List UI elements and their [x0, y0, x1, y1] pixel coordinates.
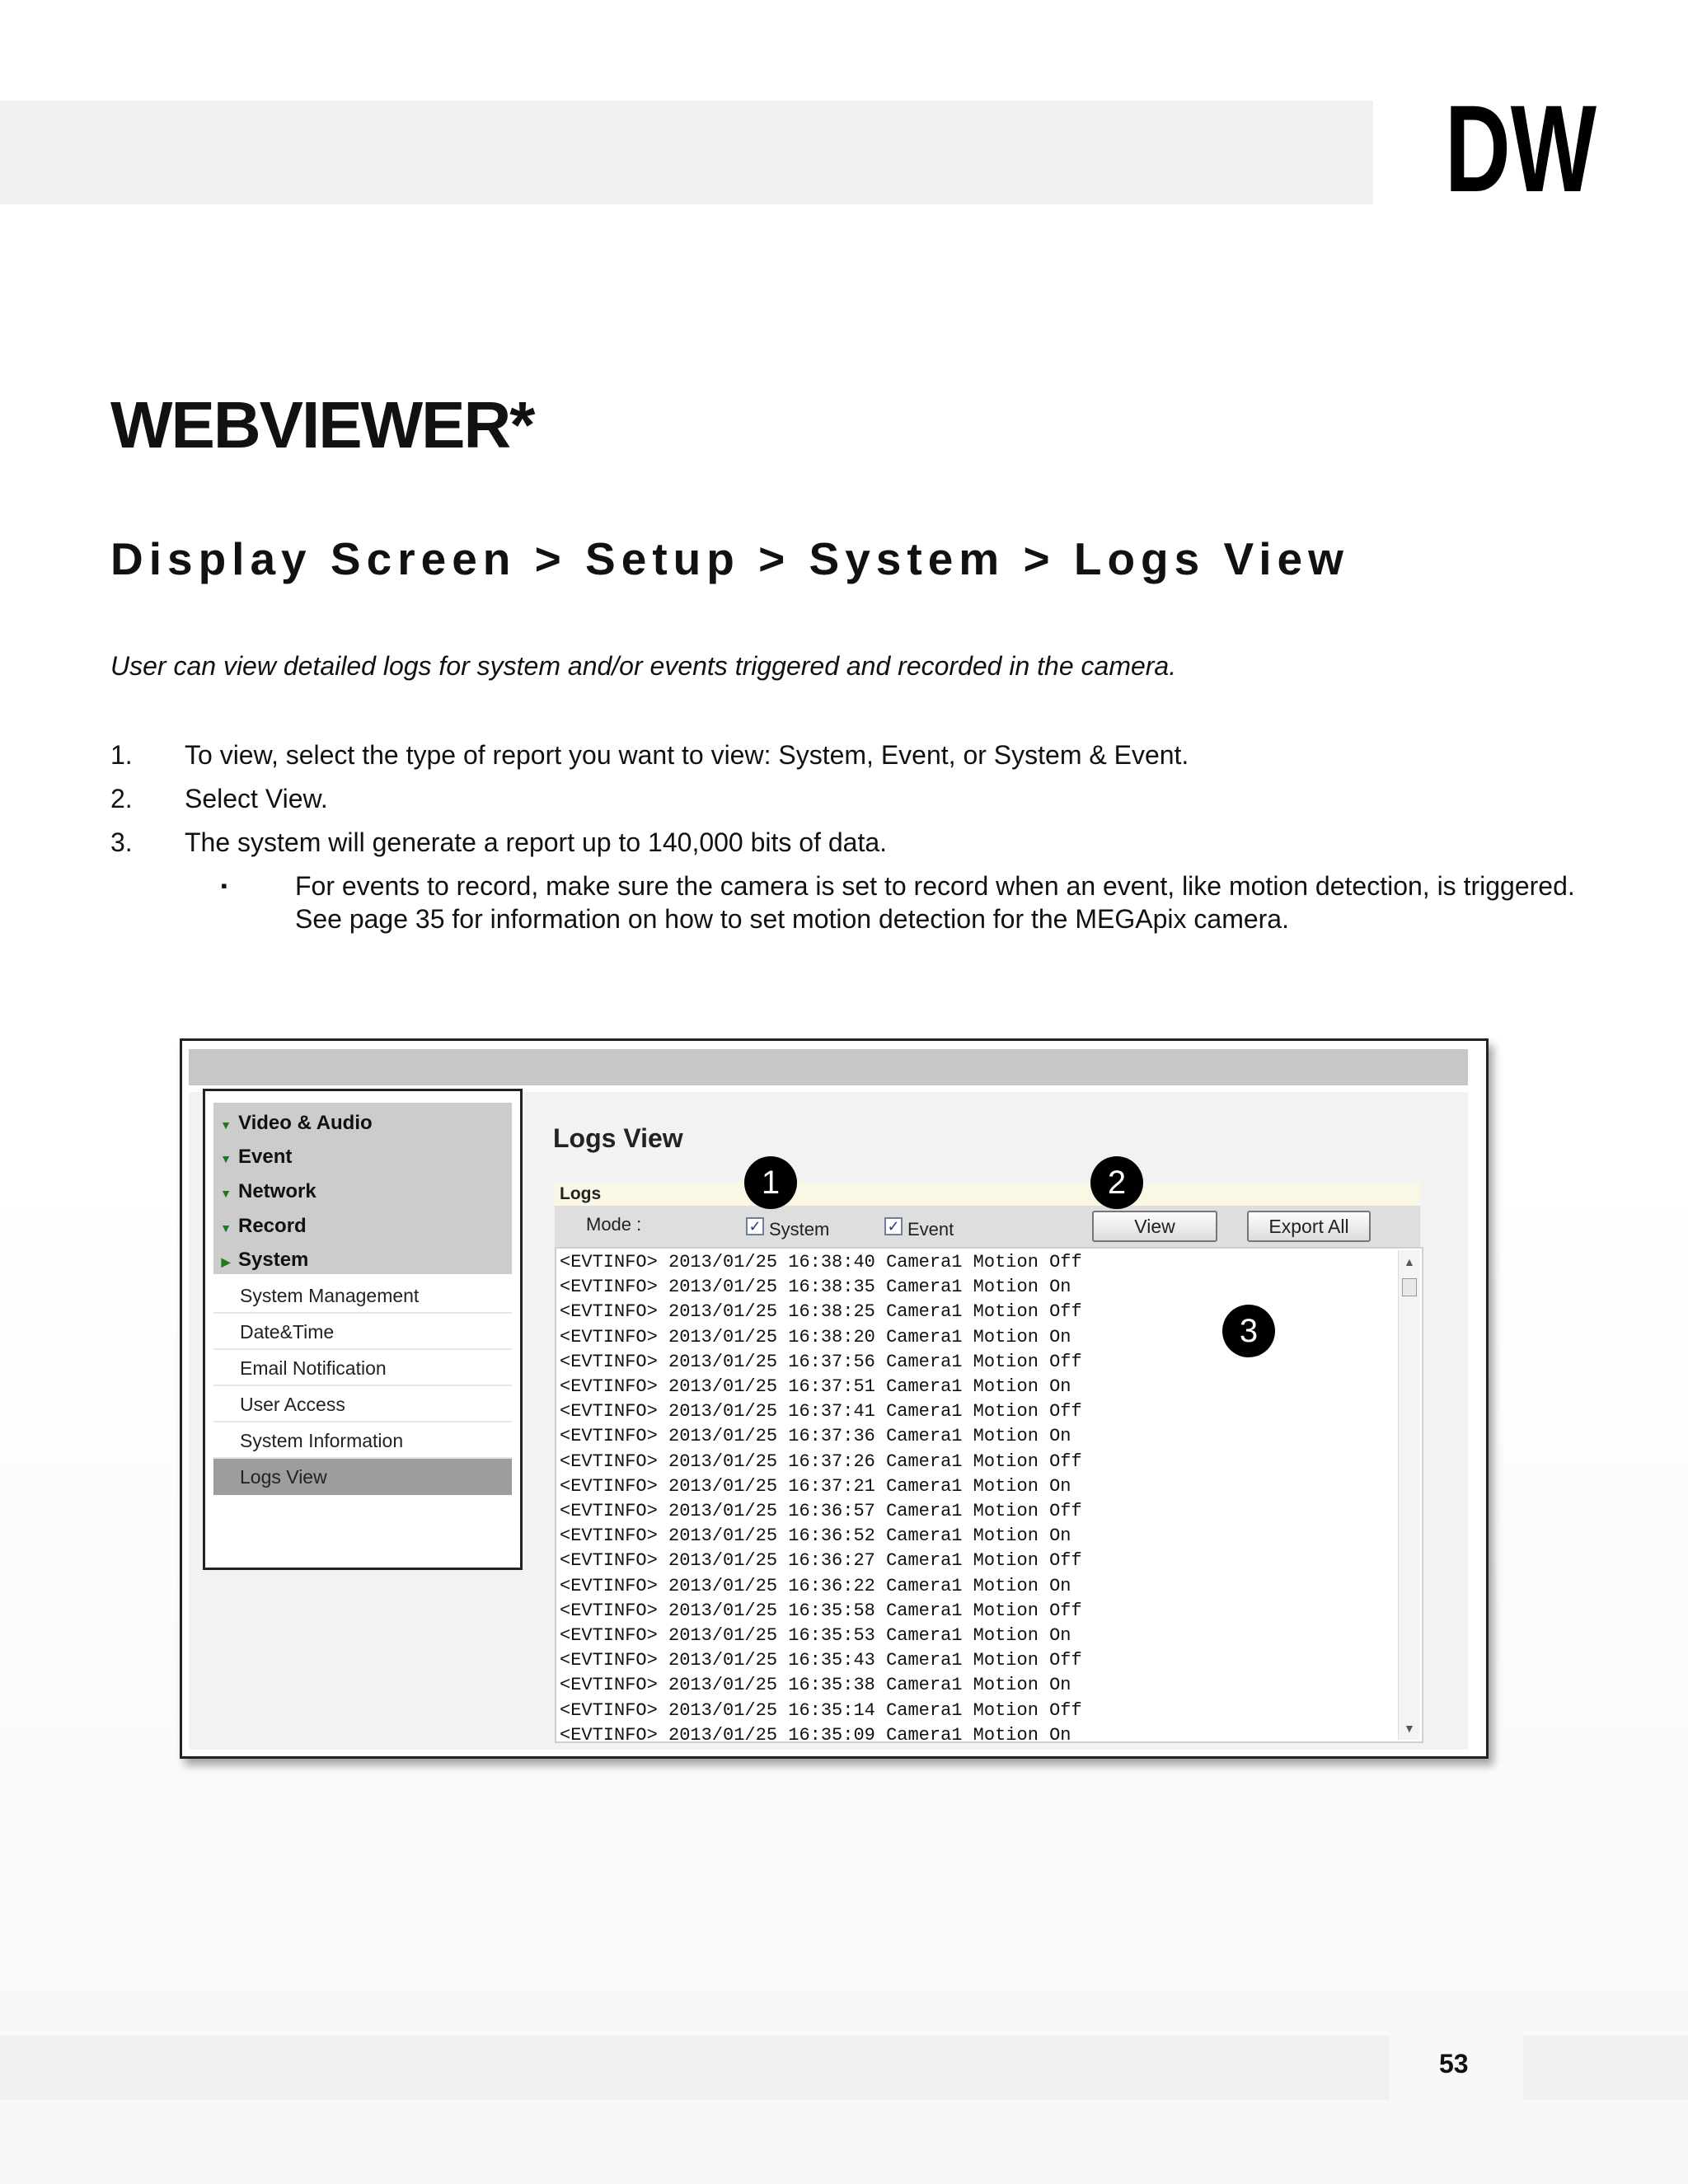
triangle-down-icon: ▼ — [220, 1118, 232, 1132]
nav-item-label: Event — [238, 1146, 293, 1168]
intro-text: User can view detailed logs for system and/or events triggered and recorded in the camera. — [110, 651, 1177, 681]
nav-item-network[interactable] — [213, 1174, 316, 1209]
log-scrollbar[interactable] — [1398, 1250, 1420, 1740]
triangle-down-icon: ▼ — [220, 1221, 232, 1235]
nav-item-video-audio[interactable] — [213, 1106, 373, 1141]
nav-item-label: Network — [238, 1180, 316, 1202]
step-number: 1. — [110, 740, 133, 770]
bullet-text: For events to record, make sure the camera is set to record when an event, like motion detection, is triggered. See page 35 for information on how to set motion detection for the MEGApix camera. — [295, 871, 1575, 934]
event-checkbox-label: Event — [907, 1219, 954, 1240]
page-title: WEBVIEWER* — [110, 388, 534, 462]
square-bullet-icon: ▪ — [221, 875, 227, 896]
system-checkbox[interactable]: ✓ — [746, 1217, 764, 1235]
step-item — [110, 826, 1512, 869]
step-number: 3. — [110, 827, 133, 857]
step-text: To view, select the type of report you want to view: System, Event, or System & Event. — [185, 740, 1189, 770]
nav-category-group — [213, 1103, 512, 1274]
event-checkbox[interactable]: ✓ — [884, 1217, 903, 1235]
step-text: Select View. — [185, 784, 328, 813]
system-checkbox-label: System — [769, 1219, 830, 1240]
callout-2: 2 — [1090, 1156, 1143, 1209]
nav-sub-system-information[interactable]: System Information — [213, 1422, 512, 1459]
dw-logo — [1442, 79, 1599, 218]
mode-toolbar — [555, 1206, 1420, 1247]
export-all-button[interactable]: Export All — [1247, 1211, 1371, 1242]
footer-band-right — [1523, 2036, 1688, 2100]
callout-3: 3 — [1222, 1305, 1275, 1357]
nav-item-label: Video & Audio — [238, 1112, 373, 1134]
setup-nav-panel — [203, 1089, 523, 1570]
nav-item-system[interactable] — [213, 1243, 308, 1277]
log-output-area[interactable] — [555, 1247, 1423, 1746]
step-item — [110, 782, 1512, 826]
scroll-up-arrow-icon[interactable]: ▲ — [1404, 1255, 1415, 1268]
view-button[interactable]: View — [1092, 1211, 1217, 1242]
triangle-down-icon: ▼ — [220, 1187, 232, 1200]
triangle-down-icon: ▼ — [220, 1152, 232, 1165]
page-number: 53 — [1439, 2049, 1469, 2079]
nav-sub-date-time[interactable]: Date&Time — [213, 1314, 512, 1350]
scroll-thumb[interactable] — [1402, 1278, 1417, 1296]
nav-sub-system-management[interactable]: System Management — [213, 1277, 512, 1314]
header-band — [0, 101, 1373, 204]
nav-item-label: System — [238, 1249, 309, 1271]
panel-title: Logs View — [553, 1123, 683, 1153]
step-number: 2. — [110, 784, 133, 813]
bullet-item — [110, 869, 1575, 935]
scroll-down-arrow-icon[interactable]: ▼ — [1404, 1722, 1415, 1735]
nav-item-label: Record — [238, 1215, 307, 1237]
triangle-right-icon: ▶ — [221, 1255, 231, 1268]
logs-label: Logs — [560, 1184, 602, 1203]
mode-label: Mode : — [586, 1214, 642, 1235]
footer-band-left — [0, 2036, 1390, 2100]
steps-list — [110, 738, 1575, 935]
nav-item-event[interactable] — [213, 1140, 292, 1174]
nav-item-record[interactable] — [213, 1209, 307, 1244]
nav-sub-email-notification[interactable]: Email Notification — [213, 1350, 512, 1386]
breadcrumb: Display Screen > Setup > System > Logs View — [110, 533, 1349, 584]
nav-sub-logs-view[interactable]: Logs View — [213, 1459, 512, 1495]
logs-section-bar — [555, 1183, 1420, 1206]
logo-text: DW — [1445, 79, 1597, 218]
log-lines: <EVTINFO> 2013/01/25 16:38:40 Camera1 Motion Off <EVTINFO> 2013/01/25 16:38:35 Camera1 Motion On <EVTINFO> 2013/01/25 16:38:25 Camera1 Motion Off <EVTINFO> 2013/01/25 16:38:20 Camera1 Motion On <EVTINFO> 2013/01/25 16:37:56 Camera1 Motion Off <EVTINFO> 2013/01/25 16:37:51 Camera1 Motion On <EVTINFO> 2013/01/25 16:37:41 Camera1 Motion Off <EVTINFO> 2013/01/25 16:37:36 Camera1 Motion On <EVTINFO> 2013/01/25 16:37:26 Camera1 Motion Off <EVTINFO> 2013/01/25 16:37:21 Camera1 Motion On <EVTINFO> 2013/01/25 16:36:57 Camera1 Motion Off <EVTINFO> 2013/01/25 16:36:52 Camera1 Motion On <EVTINFO> 2013/01/25 16:36:27 Camera1 Motion Off <EVTINFO> 2013/01/25 16:36:22 Camera1 Motion On <EVTINFO> 2013/01/25 16:35:58 Camera1 Motion Off <EVTINFO> 2013/01/25 16:35:53 Camera1 Motion On <EVTINFO> 2013/01/25 16:35:43 Camera1 Motion Off <EVTINFO> 2013/01/25 16:35:38 Camera1 Motion On <EVTINFO> 2013/01/25 16:35:14 Camera1 Motion Off <EVTINFO> 2013/01/25 16:35:09 Camera1 Motion On — [560, 1252, 1082, 1746]
step-text: The system will generate a report up to 140,000 bits of data. — [185, 827, 888, 857]
webviewer-screenshot — [180, 1038, 1489, 1759]
step-item — [110, 738, 1512, 782]
screenshot-top-bar — [189, 1049, 1468, 1085]
callout-1: 1 — [744, 1156, 797, 1209]
nav-sub-user-access[interactable]: User Access — [213, 1386, 512, 1422]
